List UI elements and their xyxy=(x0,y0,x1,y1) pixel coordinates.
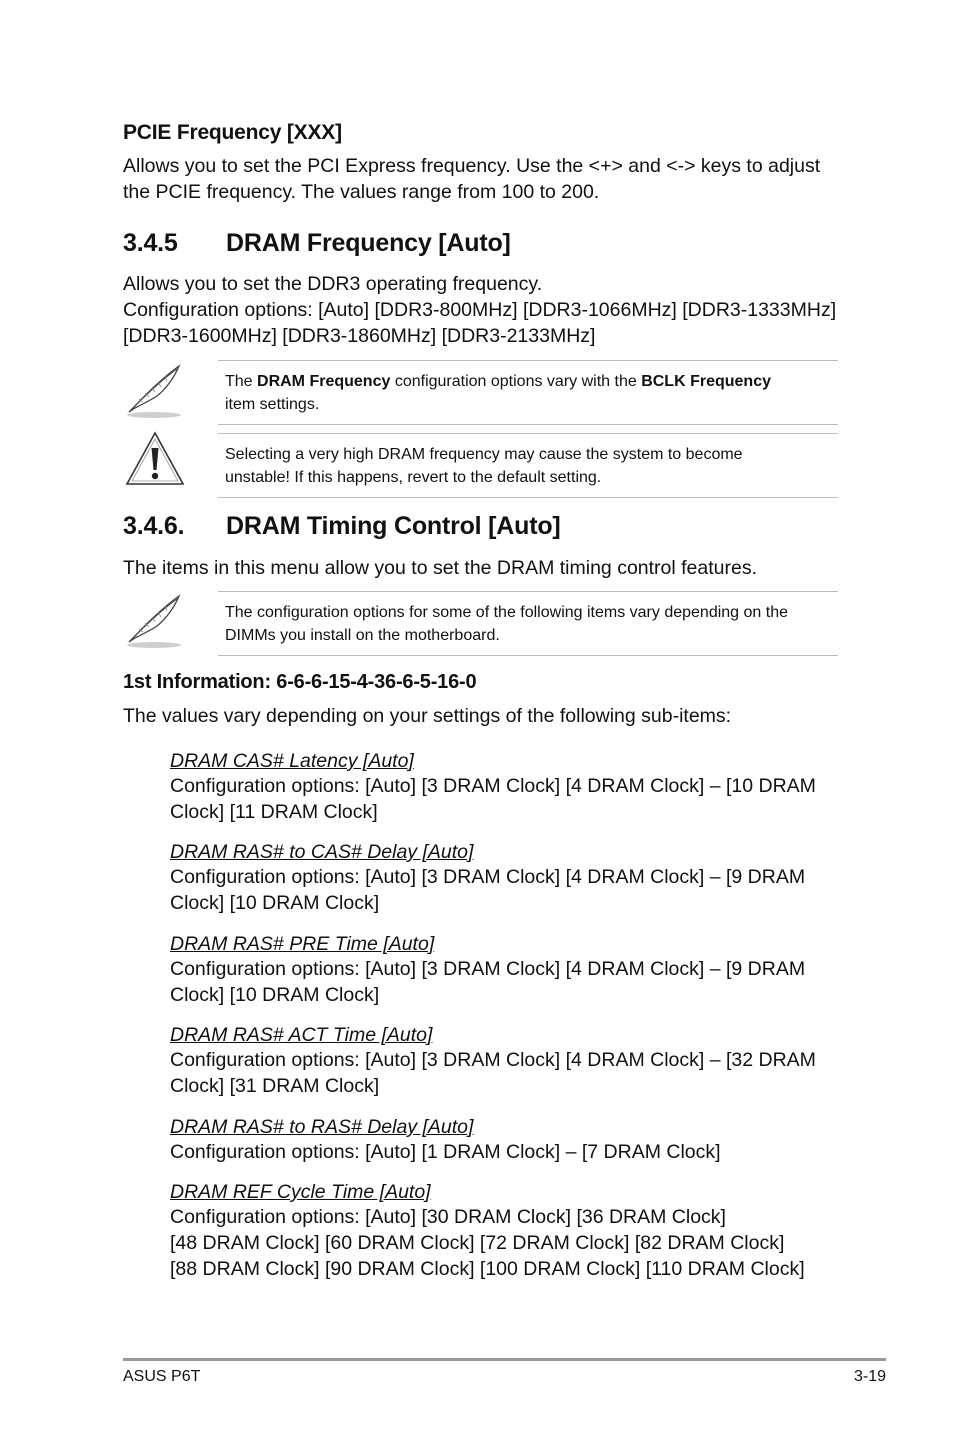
sub-item-line: Configuration options: [Auto] [1 DRAM Clock] – [7 DRAM Clock] xyxy=(170,1141,721,1163)
sub-item-line: Configuration options: [Auto] [3 DRAM Clock] [4 DRAM Clock] – [32 DRAM xyxy=(170,1049,816,1071)
pcie-body xyxy=(123,153,843,205)
footer-page-number: 3-19 xyxy=(853,1368,886,1385)
note-line: The configuration options for some of the following items vary depending on the xyxy=(225,604,788,621)
body-line: Allows you to set the DDR3 operating frequency. xyxy=(123,273,543,295)
pcie-body-line: Allows you to set the PCI Express frequency. Use the <+> and <-> keys to adjust xyxy=(123,155,821,177)
note-text-part: item settings. xyxy=(225,396,320,413)
pcie-body-line: the PCIE frequency. The values range from 100 to 200. xyxy=(123,181,600,203)
sub-item-title: DRAM RAS# to RAS# Delay [Auto] xyxy=(170,1116,474,1138)
warning-box xyxy=(218,433,838,498)
sub-item-cas-latency xyxy=(170,750,840,825)
note-line: DIMMs you install on the motherboard. xyxy=(225,627,500,644)
body-line: [DDR3-1600MHz] [DDR3-1860MHz] [DDR3-2133MHz] xyxy=(123,325,596,347)
section-title: DRAM Frequency [Auto] xyxy=(226,229,511,257)
note-text-part: configuration options vary with the xyxy=(390,373,642,390)
sub-item-ras-to-cas xyxy=(170,841,840,916)
note-bold-term: DRAM Frequency xyxy=(257,373,391,390)
warning-triangle-icon xyxy=(124,430,186,493)
sub-item-ras-act-time xyxy=(170,1024,840,1099)
feather-note-icon xyxy=(123,592,185,655)
sub-item-line: [48 DRAM Clock] [60 DRAM Clock] [72 DRAM Clock] [82 DRAM Clock] xyxy=(170,1232,785,1254)
section-title: DRAM Timing Control [Auto] xyxy=(226,512,561,540)
sub-item-line: Configuration options: [Auto] [3 DRAM Clock] [4 DRAM Clock] – [9 DRAM xyxy=(170,958,806,980)
sub-item-title: DRAM RAS# PRE Time [Auto] xyxy=(170,933,435,955)
note-box-dram-frequency xyxy=(218,360,838,425)
feather-note-icon xyxy=(123,362,185,425)
warning-line: Selecting a very high DRAM frequency may cause the system to become xyxy=(225,446,743,463)
section-number: 3.4.6. xyxy=(123,512,185,540)
sub-item-ras-to-ras xyxy=(170,1116,840,1165)
note-bold-term: BCLK Frequency xyxy=(641,373,771,390)
sub-item-line: Clock] [10 DRAM Clock] xyxy=(170,984,380,1006)
sub-item-line: Configuration options: [Auto] [30 DRAM Clock] [36 DRAM Clock] xyxy=(170,1206,726,1228)
note-text xyxy=(225,601,840,647)
section-3-4-5-body xyxy=(123,271,843,349)
sub-item-ras-pre-time xyxy=(170,933,840,1008)
section-3-4-5-heading xyxy=(123,229,511,258)
sub-item-title: DRAM RAS# to CAS# Delay [Auto] xyxy=(170,841,474,863)
pcie-heading: PCIE Frequency [XXX] xyxy=(123,121,342,144)
sub-item-line: Configuration options: [Auto] [3 DRAM Clock] [4 DRAM Clock] – [10 DRAM xyxy=(170,775,816,797)
sub-item-line: Configuration options: [Auto] [3 DRAM Clock] [4 DRAM Clock] – [9 DRAM xyxy=(170,866,806,888)
note-box-dimm xyxy=(218,591,838,656)
sub-item-title: DRAM CAS# Latency [Auto] xyxy=(170,750,414,772)
note-text xyxy=(225,370,835,416)
sub-item-line: [88 DRAM Clock] [90 DRAM Clock] [100 DRAM Clock] [110 DRAM Clock] xyxy=(170,1258,805,1280)
sub-item-title: DRAM RAS# ACT Time [Auto] xyxy=(170,1024,433,1046)
section-3-4-6-heading xyxy=(123,512,561,541)
footer-divider xyxy=(123,1358,886,1361)
section-3-4-6-body: The items in this menu allow you to set the DRAM timing control features. xyxy=(123,557,758,579)
sub-item-ref-cycle xyxy=(170,1181,840,1282)
section-number: 3.4.5 xyxy=(123,229,178,257)
body-line: Configuration options: [Auto] [DDR3-800MHz] [DDR3-1066MHz] [DDR3-1333MHz] xyxy=(123,299,837,321)
sub-item-line: Clock] [11 DRAM Clock] xyxy=(170,801,378,823)
note-text-part: The xyxy=(225,373,258,390)
sub-item-line: Clock] [10 DRAM Clock] xyxy=(170,892,380,914)
sub-item-line: Clock] [31 DRAM Clock] xyxy=(170,1075,380,1097)
warning-line: unstable! If this happens, revert to the default setting. xyxy=(225,469,602,486)
info-heading: 1st Information: 6-6-6-15-4-36-6-5-16-0 xyxy=(123,671,477,693)
info-body: The values vary depending on your settings of the following sub-items: xyxy=(123,705,732,727)
footer-product: ASUS P6T xyxy=(123,1368,201,1385)
warning-text xyxy=(225,443,835,489)
sub-item-title: DRAM REF Cycle Time [Auto] xyxy=(170,1181,431,1203)
